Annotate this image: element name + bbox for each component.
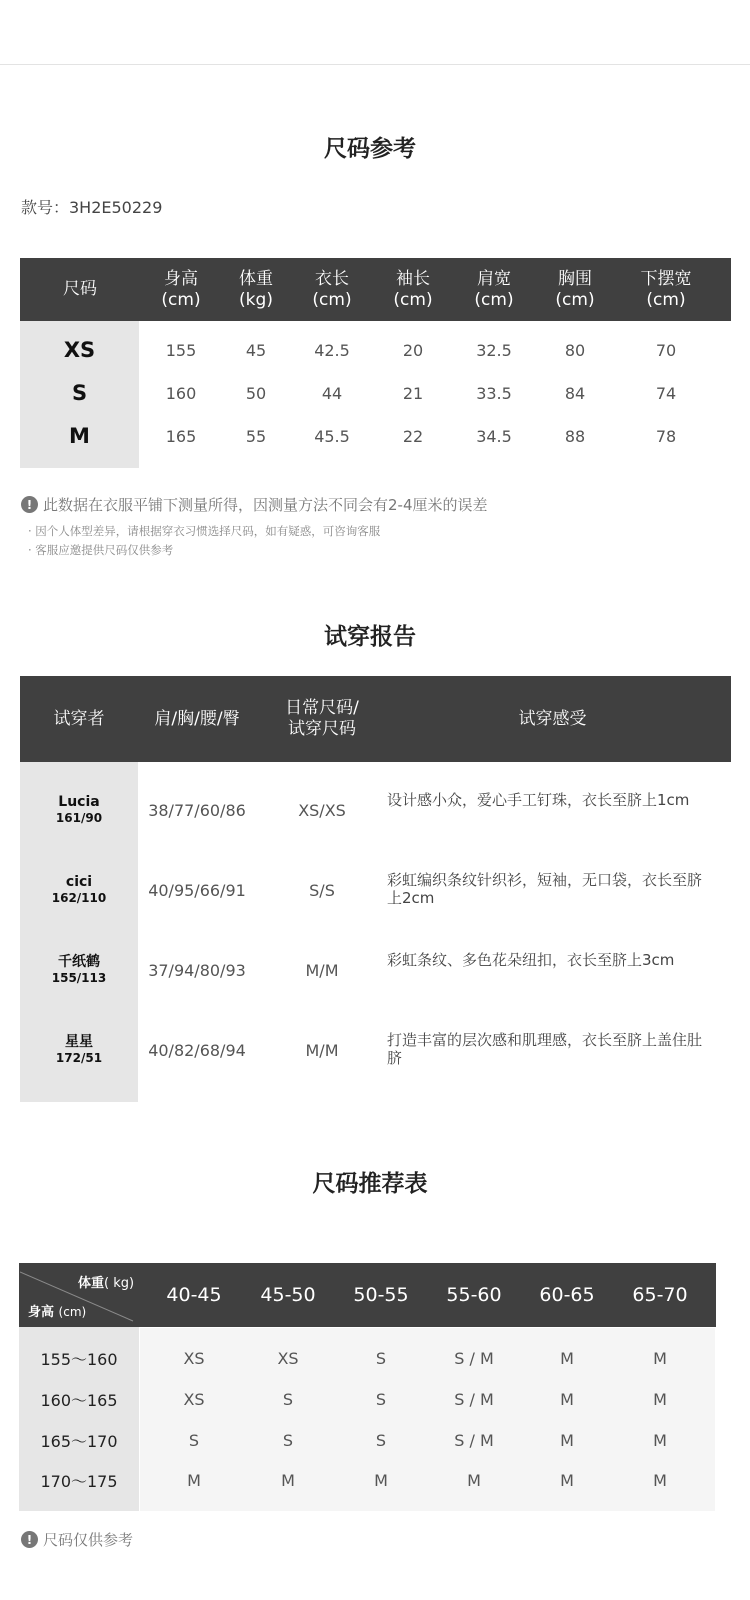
size-table-cell: 74 <box>655 383 677 403</box>
tester-name: 星星 <box>65 1034 93 1050</box>
tester-feedback: 彩虹编织条纹针织衫，短袖，无口袋，衣长至脐上2cm <box>387 871 703 907</box>
fitting-table-header-cell: 日常尺码/ 试穿尺码 <box>285 698 359 739</box>
size-table-cell: 42.5 <box>314 340 350 360</box>
size-table-cell: 70 <box>655 340 677 360</box>
size-table-cell: 165 <box>165 426 197 446</box>
tester-name: cici <box>65 874 93 890</box>
weight-range-header: 55-60 <box>446 1283 502 1306</box>
fitting-table-header-cell: 试穿感受 <box>518 708 587 729</box>
size-table-header-cell: 尺码 <box>63 279 97 299</box>
tester-sizes: M/M <box>305 1040 339 1060</box>
size-table-header-cell: 胸围 (cm) <box>555 268 595 310</box>
size-table-cell: 32.5 <box>476 340 512 360</box>
size-table-cell: 84 <box>564 383 586 403</box>
height-range-label: 170～175 <box>40 1471 118 1491</box>
recommended-size-cell: S <box>282 1430 294 1450</box>
fitting-table-header-cell: 肩/胸/腰/臀 <box>154 708 240 729</box>
tester-feedback: 设计感小众，爱心手工钉珠，衣长至脐上1cm <box>387 791 690 809</box>
size-table-cell: 34.5 <box>476 426 512 446</box>
recommended-size-cell: M <box>187 1470 201 1490</box>
recommended-size-cell: S <box>282 1389 294 1409</box>
height-label: 身高 <box>28 1305 55 1320</box>
note-line: · 因个人体型差异，请根据穿衣习惯选择尺码，如有疑惑，可咨询客服 <box>28 524 381 538</box>
recommended-size-cell: M <box>560 1430 574 1450</box>
tester-name-block <box>20 874 138 906</box>
size-label: S <box>71 381 88 405</box>
size-table-header-cell: 衣长 (cm) <box>312 268 352 310</box>
recommended-size-cell: XS <box>183 1348 205 1368</box>
tester-feedback: 打造丰富的层次感和肌理感，衣长至脐上盖住肚脐 <box>387 1031 703 1067</box>
weight-range-header: 40-45 <box>166 1283 222 1306</box>
recommended-size-cell: S <box>375 1348 387 1368</box>
size-table-header-cell: 袖长 (cm) <box>393 268 433 310</box>
tester-stats: 172/51 <box>55 1051 103 1065</box>
height-range-label: 160～165 <box>40 1390 118 1410</box>
height-unit: (cm) <box>58 1305 87 1319</box>
recommended-size-cell: M <box>560 1470 574 1490</box>
exclamation-icon: ! <box>21 496 38 513</box>
exclamation-icon: ! <box>21 1531 38 1548</box>
weight-label: 体重 <box>78 1276 105 1291</box>
height-range-label: 155～160 <box>40 1349 118 1369</box>
weight-axis-label <box>78 1272 134 1291</box>
weight-unit: ( kg) <box>104 1276 135 1291</box>
size-table-cell: 45 <box>245 340 267 360</box>
recommended-size-cell: XS <box>183 1389 205 1409</box>
size-table-cell: 160 <box>165 383 197 403</box>
sku-number: 款号：3H2E50229 <box>21 198 163 217</box>
size-label: XS <box>63 338 96 362</box>
weight-range-header: 60-65 <box>539 1283 595 1306</box>
tester-sizes: XS/XS <box>298 800 346 820</box>
recommended-size-cell: M <box>653 1470 667 1490</box>
size-table-cell: 155 <box>165 340 197 360</box>
fitting-table-header-cell: 试穿者 <box>53 708 105 729</box>
tester-sizes: M/M <box>305 960 339 980</box>
recommended-size-cell: S <box>375 1430 387 1450</box>
size-table-cell: 80 <box>564 340 586 360</box>
weight-range-header: 50-55 <box>353 1283 409 1306</box>
size-table-cell: 45.5 <box>314 426 350 446</box>
recommended-size-cell: M <box>374 1470 388 1490</box>
tester-feedback: 彩虹条纹、多色花朵纽扣，衣长至脐上3cm <box>387 951 675 969</box>
tester-name-block <box>20 794 138 826</box>
size-table-cell: 50 <box>245 383 267 403</box>
size-table-header-cell: 下摆宽 (cm) <box>640 268 692 310</box>
recommended-size-cell: M <box>281 1470 295 1490</box>
size-table-cell: 78 <box>655 426 677 446</box>
size-recommendation-title: 尺码推荐表 <box>312 1171 428 1197</box>
tester-stats: 155/113 <box>51 971 107 985</box>
size-table-header-cell: 体重 (kg) <box>239 268 273 310</box>
tester-name-block <box>20 954 138 986</box>
tester-name: Lucia <box>58 794 100 810</box>
size-table-header-cell: 身高 (cm) <box>161 268 201 310</box>
footnote-text: 尺码仅供参考 <box>43 1531 134 1549</box>
recommended-size-cell: M <box>653 1389 667 1409</box>
size-footnote <box>21 1529 133 1550</box>
tester-measurements: 37/94/80/93 <box>148 960 246 980</box>
size-table-cell: 21 <box>402 383 424 403</box>
fitting-report-title: 试穿报告 <box>324 624 416 650</box>
size-table-header-cell: 肩宽 (cm) <box>474 268 514 310</box>
warning-text: 此数据在衣服平铺下测量所得，因测量方法不同会有2-4厘米的误差 <box>43 496 488 514</box>
recommended-size-cell: M <box>467 1470 481 1490</box>
size-table-cell: 22 <box>402 426 424 446</box>
tester-name: 千纸鹤 <box>58 954 100 970</box>
measurement-warning <box>21 494 488 515</box>
size-table-cell: 55 <box>245 426 267 446</box>
weight-range-header: 65-70 <box>632 1283 688 1306</box>
tester-sizes: S/S <box>309 880 335 900</box>
height-range-label: 165～170 <box>40 1431 118 1451</box>
recommended-size-cell: M <box>653 1348 667 1368</box>
recommended-size-cell: M <box>653 1430 667 1450</box>
tester-name-block <box>20 1034 138 1066</box>
recommended-size-cell: M <box>560 1389 574 1409</box>
tester-stats: 161/90 <box>55 811 103 825</box>
height-axis-label <box>28 1301 86 1320</box>
top-divider <box>0 64 750 65</box>
tester-measurements: 40/82/68/94 <box>148 1040 246 1060</box>
note-line: · 客服应邀提供尺码仅供参考 <box>28 543 174 557</box>
size-reference-title: 尺码参考 <box>324 136 416 162</box>
tester-measurements: 38/77/60/86 <box>148 800 246 820</box>
tester-stats: 162/110 <box>51 891 107 905</box>
recommended-size-cell: XS <box>277 1348 299 1368</box>
size-label: M <box>69 424 90 448</box>
recommended-size-cell: S / M <box>454 1430 494 1450</box>
recommended-size-cell: S <box>375 1389 387 1409</box>
size-table-cell: 20 <box>402 340 424 360</box>
recommended-size-cell: M <box>560 1348 574 1368</box>
tester-measurements: 40/95/66/91 <box>148 880 246 900</box>
size-table-cell: 33.5 <box>476 383 512 403</box>
recommended-size-cell: S / M <box>454 1389 494 1409</box>
size-table-cell: 44 <box>321 383 343 403</box>
weight-range-header: 45-50 <box>260 1283 316 1306</box>
size-table-cell: 88 <box>564 426 586 446</box>
recommended-size-cell: S / M <box>454 1348 494 1368</box>
recommended-size-cell: S <box>188 1430 200 1450</box>
